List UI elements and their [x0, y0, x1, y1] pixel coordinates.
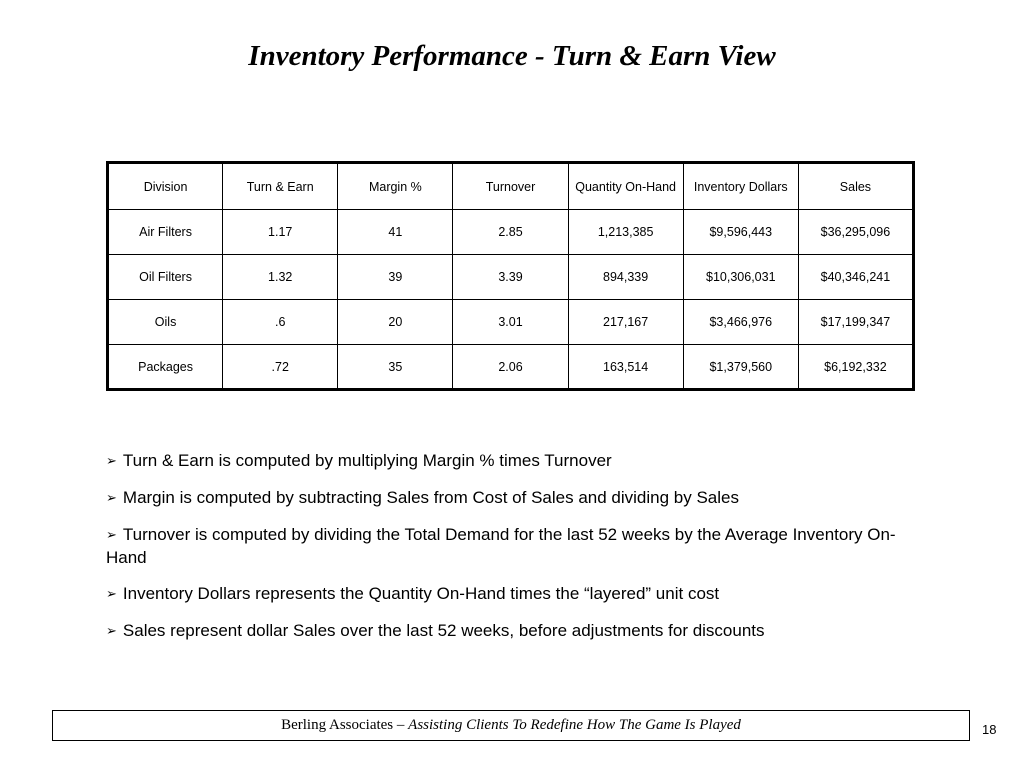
- header-turnover: Turnover: [453, 163, 568, 210]
- list-item: [106, 583, 918, 606]
- table-cell: 39: [338, 255, 453, 300]
- table-cell: Oils: [108, 300, 223, 345]
- table-cell: Packages: [108, 345, 223, 390]
- table-cell: 1,213,385: [568, 210, 683, 255]
- list-item: [106, 450, 918, 473]
- header-quantity-on-hand: Quantity On-Hand: [568, 163, 683, 210]
- table-cell: 3.01: [453, 300, 568, 345]
- table-cell: $17,199,347: [798, 300, 913, 345]
- bullet-text: Margin is computed by subtracting Sales from Cost of Sales and dividing by Sales: [122, 488, 739, 507]
- table-cell: 41: [338, 210, 453, 255]
- arrow-bullet-icon: ➢: [106, 527, 117, 542]
- header-division: Division: [108, 163, 223, 210]
- footer-company: Berling Associates –: [281, 717, 409, 733]
- table-cell: 1.32: [223, 255, 338, 300]
- table-cell: $9,596,443: [683, 210, 798, 255]
- arrow-bullet-icon: ➢: [106, 490, 117, 505]
- table-cell: .72: [223, 345, 338, 390]
- table-row: [108, 255, 914, 300]
- table-cell: 20: [338, 300, 453, 345]
- page-number: 18: [982, 722, 997, 737]
- table-header-row: [108, 163, 914, 210]
- slide-title: Inventory Performance - Turn & Earn View: [248, 40, 776, 72]
- header-margin: Margin %: [338, 163, 453, 210]
- table-cell: 1.17: [223, 210, 338, 255]
- table-cell: $40,346,241: [798, 255, 913, 300]
- table-cell: $36,295,096: [798, 210, 913, 255]
- table-cell: 35: [338, 345, 453, 390]
- table-cell: 2.06: [453, 345, 568, 390]
- header-sales: Sales: [798, 163, 913, 210]
- table-row: [108, 300, 914, 345]
- bullet-text: Turn & Earn is computed by multiplying Margin % times Turnover: [122, 451, 612, 470]
- table-cell: 163,514: [568, 345, 683, 390]
- table-cell: $6,192,332: [798, 345, 913, 390]
- footer-banner: [52, 710, 970, 741]
- table-cell: Air Filters: [108, 210, 223, 255]
- arrow-bullet-icon: ➢: [106, 586, 117, 601]
- table-cell: $10,306,031: [683, 255, 798, 300]
- bullet-text: Turnover is computed by dividing the Total Demand for the last 52 weeks by the Average Inventory On-Hand: [106, 525, 896, 567]
- table-cell: .6: [223, 300, 338, 345]
- list-item: [106, 487, 918, 510]
- list-item: [106, 524, 918, 569]
- table-cell: Oil Filters: [108, 255, 223, 300]
- table-row: [108, 345, 914, 390]
- arrow-bullet-icon: ➢: [106, 623, 117, 638]
- table-row: [108, 210, 914, 255]
- table-cell: 3.39: [453, 255, 568, 300]
- bullet-text: Inventory Dollars represents the Quantity On-Hand times the “layered” unit cost: [122, 584, 720, 603]
- table-cell: $1,379,560: [683, 345, 798, 390]
- footer-tagline: Assisting Clients To Redefine How The Game Is Played: [408, 717, 741, 733]
- table-cell: 217,167: [568, 300, 683, 345]
- list-item: [106, 620, 918, 643]
- header-turn-earn: Turn & Earn: [223, 163, 338, 210]
- definitions-list: [106, 450, 918, 657]
- arrow-bullet-icon: ➢: [106, 453, 117, 468]
- table-cell: $3,466,976: [683, 300, 798, 345]
- table-cell: 2.85: [453, 210, 568, 255]
- bullet-text: Sales represent dollar Sales over the last 52 weeks, before adjustments for discounts: [122, 621, 765, 640]
- table-cell: 894,339: [568, 255, 683, 300]
- header-inventory-dollars: Inventory Dollars: [683, 163, 798, 210]
- inventory-table: [106, 161, 915, 391]
